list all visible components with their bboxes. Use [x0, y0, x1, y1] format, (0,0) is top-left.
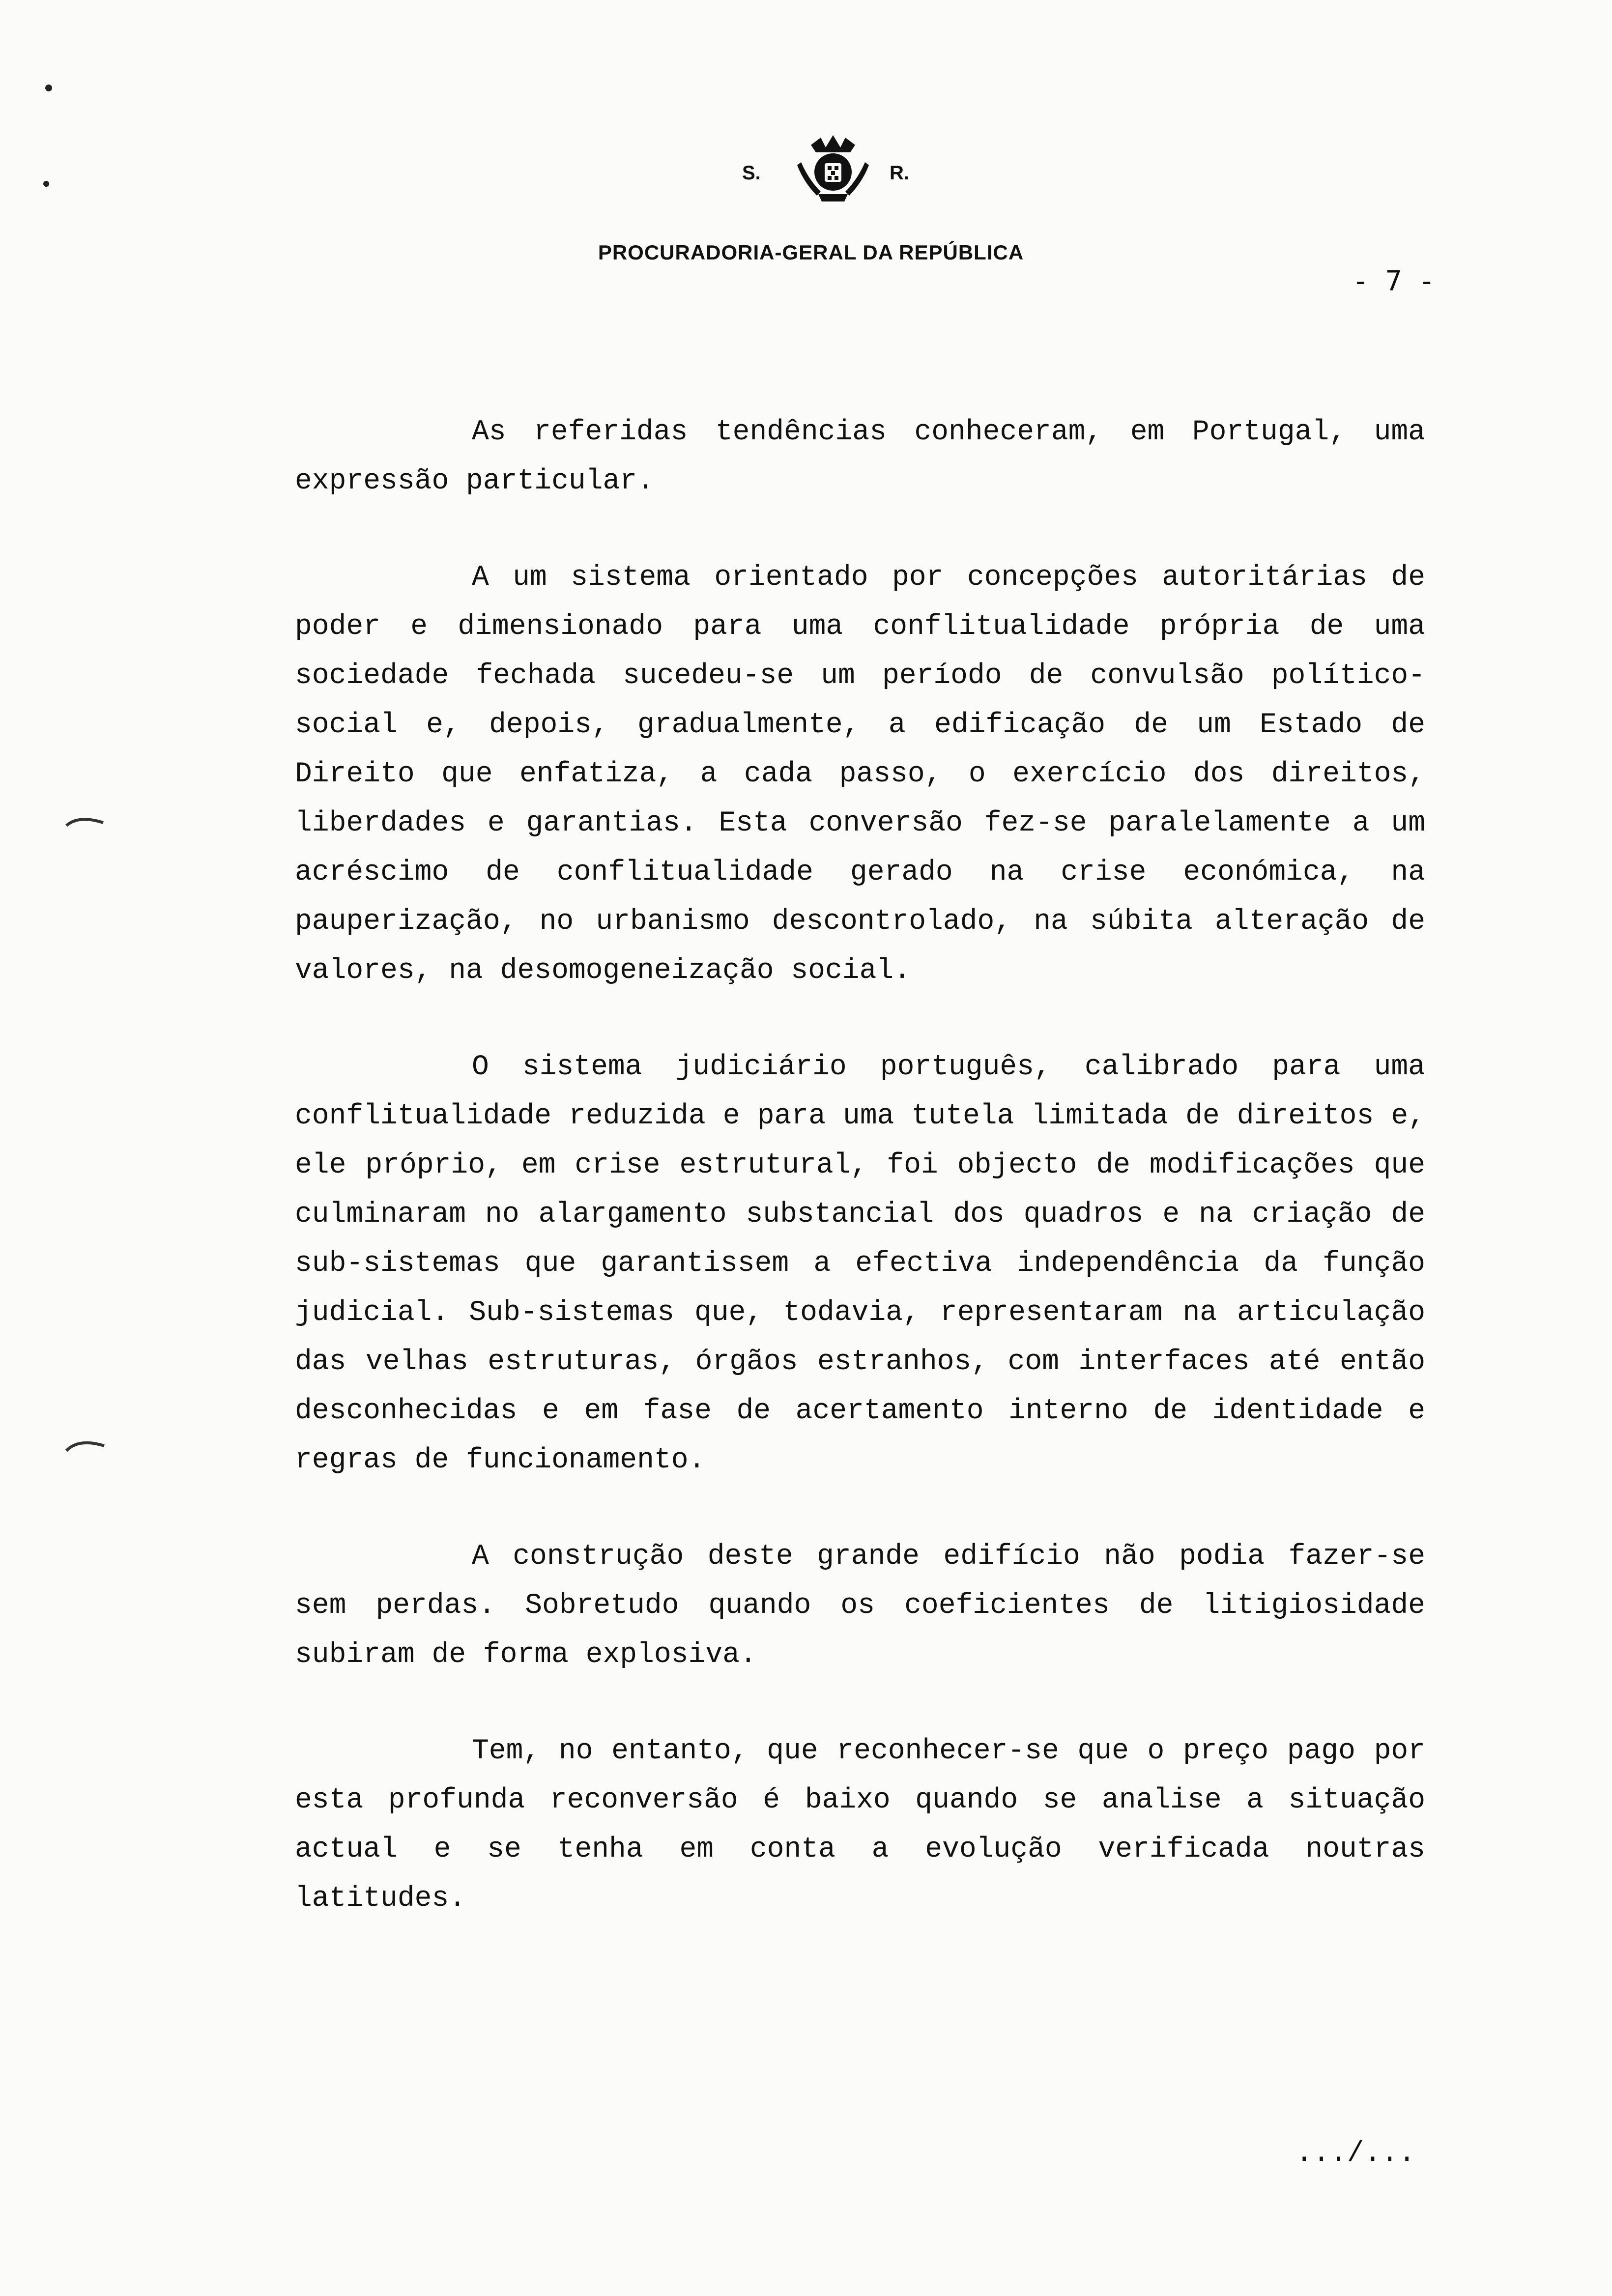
- letterhead-left-letter: S.: [742, 162, 761, 184]
- paragraph: A um sistema orientado por concepções autoritárias de poder e dimensionado para uma conflitualidade própria de uma sociedade fechada sucedeu-se um período de convulsão político-social e, depois, gradualmente, a edificação de um Estado de Direito que enfatiza, a cada passo, o exercício dos direitos, liberdades e garantias. Esta conversão fez-se paralelamente a um acréscimo de conflitualidade gerado na crise económica, na pauperização, no urbanismo descontrolado, na súbita alteração de valores, na desomogeneização social.: [295, 562, 1425, 987]
- paragraph: As referidas tendências conheceram, em Portugal, uma expressão particular.: [295, 416, 1425, 497]
- paragraph: Tem, no entanto, que reconhecer-se que o preço pago por esta profunda reconversão é baixo quando se analise a situação actual e se tenha em conta a evolução verificada noutras latitudes.: [295, 1735, 1425, 1915]
- paragraph: O sistema judiciário português, calibrado para uma conflitualidade reduzida e para uma tutela limitada de direitos e, ele próprio, em crise estrutural, foi objecto de modificações que culminaram no alargamento substancial dos quadros e na criação de sub-sistemas que garantissem a efectiva independência da função judicial. Sub-sistemas que, todavia, representaram na articulação das velhas estruturas, órgãos estranhos, com interfaces até então desconhecidas e em fase de acertamento interno de identidade e regras de funcionamento.: [295, 1051, 1425, 1476]
- hole-punch-mark: [64, 811, 108, 831]
- continuation-mark: .../...: [1295, 2138, 1415, 2170]
- paragraph: A construção deste grande edifício não podia fazer-se sem perdas. Sobretudo quando os coeficientes de litigiosidade subiram de forma explosiva.: [295, 1541, 1425, 1671]
- organization-name: PROCURADORIA-GERAL DA REPÚBLICA: [598, 241, 1024, 264]
- body-text: [295, 408, 1425, 1971]
- page-number: - 7 -: [1352, 265, 1435, 297]
- letterhead: [688, 133, 953, 211]
- scan-dot-mark: [43, 181, 49, 187]
- hole-punch-mark: [64, 1435, 108, 1455]
- letterhead-right-letter: R.: [890, 162, 909, 184]
- coat-of-arms-icon: [791, 133, 875, 206]
- scan-dot-mark: [45, 85, 52, 91]
